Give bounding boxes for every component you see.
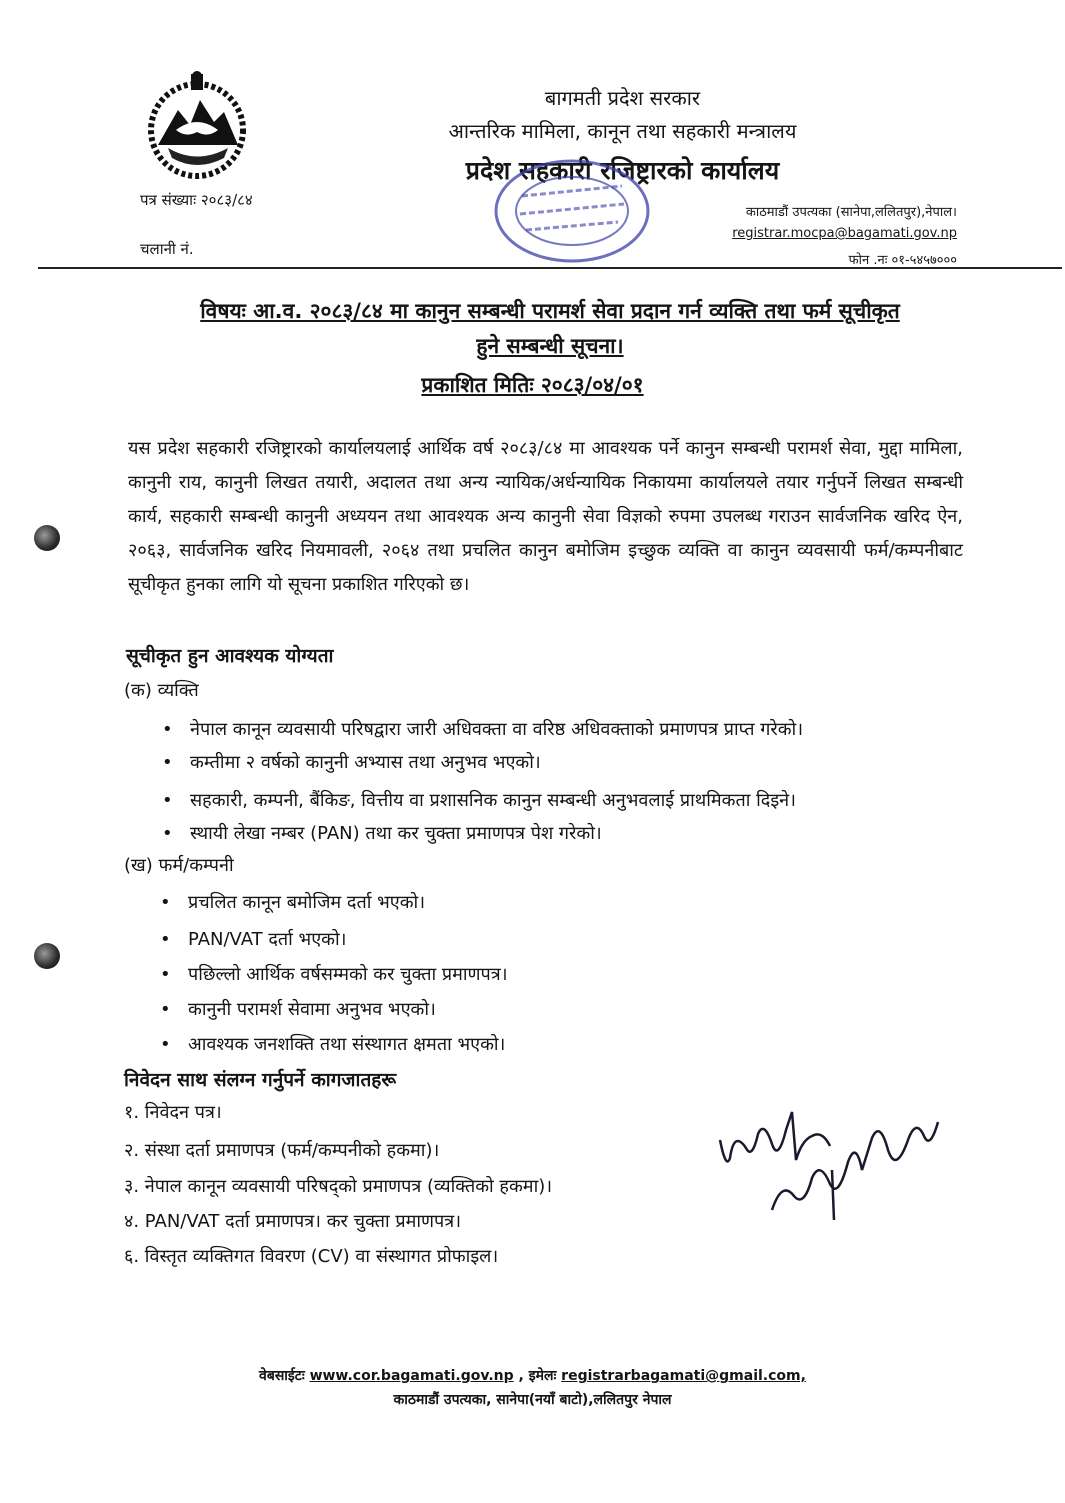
list-item: • आवश्यक जनशक्ति तथा संस्थागत क्षमता भएको।: [160, 1034, 506, 1055]
list-item: • प्रचलित कानून बमोजिम दर्ता भएको।: [160, 892, 426, 913]
documents-heading: निवेदन साथ संलग्न गर्नुपर्ने कागजातहरू: [124, 1069, 397, 1091]
document-item: १. निवेदन पत्र।: [124, 1102, 222, 1123]
published-date: प्रकाशित मितिः २०८३/०४/०१: [421, 373, 644, 397]
office-name: प्रदेश सहकारी रजिष्ट्रारको कार्यालय: [465, 156, 780, 185]
letter-number: पत्र संख्याः २०८३/८४: [140, 191, 253, 209]
notice-subject: [130, 294, 970, 364]
header-divider: [38, 267, 1062, 269]
footer-contact: [0, 1366, 1065, 1385]
document-item: ६. विस्तृत व्यक्तिगत विवरण (CV) वा संस्थागत प्रोफाइल।: [124, 1246, 499, 1267]
footer-email-label: , इमेलः: [518, 1368, 557, 1384]
document-item: ३. नेपाल कानून व्यवसायी परिषद्को प्रमाणपत्र (व्यक्तिको हकमा)।: [124, 1176, 553, 1197]
punch-hole-icon: [34, 943, 60, 969]
office-phone: फोन .नः ०१-५४५७०००: [848, 253, 957, 268]
list-item: • सहकारी, कम्पनी, बैंकिङ, वित्तीय वा प्रशासनिक कानुन सम्बन्धी अनुभवलाई प्राथमिकता दिइने।: [162, 790, 796, 811]
government-name: बागमती प्रदेश सरकार: [544, 86, 701, 110]
qualification-heading: सूचीकृत हुन आवश्यक योग्यता: [126, 645, 334, 667]
list-item: • कम्तीमा २ वर्षको कानुनी अभ्यास तथा अनुभव भएको।: [162, 752, 541, 773]
subject-line-2: हुने सम्बन्धी सूचना।: [476, 334, 624, 358]
office-email: registrar.mocpa@bagamati.gov.np: [732, 226, 957, 241]
list-item: • नेपाल कानून व्यवसायी परिषद्वारा जारी अधिवक्ता वा वरिष्ठ अधिवक्ताको प्रमाणपत्र प्राप्त गरेको।: [162, 719, 804, 740]
list-item: • स्थायी लेखा नम्बर (PAN) तथा कर चुक्ता प्रमाणपत्र पेश गरेको।: [162, 823, 602, 844]
footer-address: काठमाडौं उपत्यका, सानेपा(नयाँ बाटो),ललितपुर नेपाल: [393, 1392, 672, 1408]
ministry-name: आन्तरिक मामिला, कानून तथा सहकारी मन्त्रालय: [448, 119, 797, 143]
firm-label: (ख) फर्म/कम्पनी: [124, 855, 234, 876]
office-stamp-icon: [492, 156, 652, 266]
list-item: • PAN/VAT दर्ता भएको।: [160, 929, 347, 950]
notice-paragraph: यस प्रदेश सहकारी रजिष्ट्रारको कार्यालयलाई आर्थिक वर्ष २०८३/८४ मा आवश्यक पर्ने कानुन सम्बन्धी परामर्श सेवा, मुद्दा मामिला, कानुनी राय, कानुनी लिखत तयारी, अदालत तथा अन्य न्यायिक/अर्धन्यायिक निकायमा कार्यालयले तयार गर्नुपर्ने लिखत सम्बन्धी कार्य, सहकारी सम्बन्धी कानुनी अध्ययन तथा आवश्यक अन्य कानुनी सेवा विज्ञको रुपमा उपलब्ध गराउन सार्वजनिक खरिद ऐन, २०६३, सार्वजनिक खरिद नियमावली, २०६४ तथा प्रचलित कानुन बमोजिम इच्छुक व्यक्ति वा कानुन व्यवसायी फर्म/कम्पनीबाट सूचीकृत हुनका लागि यो सूचना प्रकाशित गरिएको छ।: [128, 438, 963, 595]
list-item: • कानुनी परामर्श सेवामा अनुभव भएको।: [160, 999, 436, 1020]
footer-website-link[interactable]: www.cor.bagamati.gov.np: [309, 1368, 514, 1384]
punch-hole-icon: [34, 525, 60, 551]
subject-line-1: विषयः आ.व. २०८३/८४ मा कानुन सम्बन्धी परामर्श सेवा प्रदान गर्न व्यक्ति तथा फर्म सूचीकृत: [200, 299, 900, 323]
document-item: ४. PAN/VAT दर्ता प्रमाणपत्र। कर चुक्ता प्रमाणपत्र।: [124, 1211, 462, 1232]
list-item: • पछिल्लो आर्थिक वर्षसम्मको कर चुक्ता प्रमाणपत्र।: [160, 964, 508, 985]
footer-website-label: वेबसाईटः: [259, 1368, 305, 1384]
office-address: काठमाडौं उपत्यका (सानेपा,ललितपुर),नेपाल।: [745, 205, 957, 220]
signature-icon: [712, 1100, 952, 1230]
individual-label: (क) व्यक्ति: [124, 680, 199, 701]
document-item: २. संस्था दर्ता प्रमाणपत्र (फर्म/कम्पनीको हकमा)।: [124, 1140, 440, 1161]
footer-email-link[interactable]: registrarbagamati@gmail.com,: [561, 1368, 806, 1384]
dispatch-number: चलानी नं.: [140, 240, 194, 258]
